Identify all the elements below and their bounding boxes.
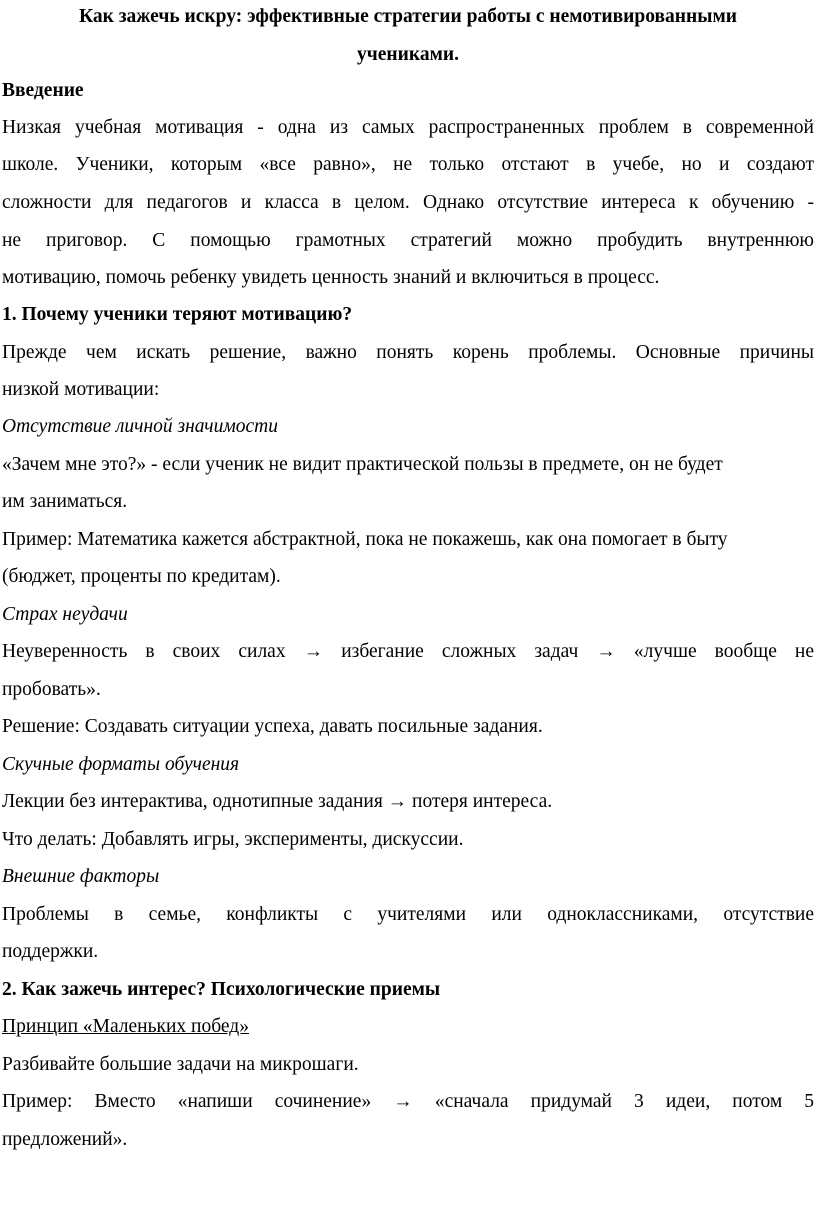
cause-1-example-line: Пример: Математика кажется абстрактной, пока не покажешь, как она помогает в быту (2, 529, 728, 550)
cause-2-text-line: пробовать». (2, 679, 101, 700)
cause-1-example-line: (бюджет, проценты по кредитам). (2, 566, 281, 587)
intro-paragraph-line: мотивацию, помочь ребенку увидеть ценность знаний и включиться в процесс. (2, 267, 660, 288)
intro-paragraph-line: сложности для педагогов и класса в целом. Однако отсутствие интереса к обучению - (2, 192, 814, 213)
principle-1-example-line: предложений». (2, 1129, 128, 1150)
cause-3-text: Лекции без интерактива, однотипные задания → потеря интереса. (2, 791, 553, 812)
cause-1-text-line: «Зачем мне это?» - если ученик не видит практической пользы в предмете, он не будет (2, 454, 723, 475)
section-2-heading: 2. Как зажечь интерес? Психологические приемы (2, 979, 441, 1000)
cause-2-text-line: Неуверенность в своих силах → избегание сложных задач → «лучше вообще не (2, 641, 814, 662)
section-1-intro-line: низкой мотивации: (2, 379, 160, 400)
cause-1-text-line: им заниматься. (2, 491, 128, 512)
cause-4-text-line: Проблемы в семье, конфликты с учителями или одноклассниками, отсутствие (2, 904, 814, 925)
cause-1-title: Отсутствие личной значимости (2, 416, 279, 437)
cause-4-text-line: поддержки. (2, 941, 99, 962)
section-1-intro-line: Прежде чем искать решение, важно понять корень проблемы. Основные причины (2, 342, 814, 363)
section-1-heading: 1. Почему ученики теряют мотивацию? (2, 304, 353, 325)
principle-1-title: Принцип «Маленьких побед» (2, 1016, 249, 1037)
intro-paragraph-line: не приговор. С помощью грамотных стратегий можно пробудить внутреннюю (2, 230, 814, 251)
document-title-line-1: Как зажечь искру: эффективные стратегии работы с немотивированными (78, 6, 738, 27)
document-title-line-2: учениками. (357, 44, 459, 65)
cause-2-title: Страх неудачи (2, 604, 128, 625)
cause-4-title: Внешние факторы (2, 866, 160, 887)
principle-1-text: Разбивайте большие задачи на микрошаги. (2, 1054, 359, 1075)
intro-heading: Введение (2, 80, 84, 101)
intro-paragraph-line: школе. Ученики, которым «все равно», не только отстают в учебе, но и создают (2, 154, 814, 175)
cause-2-solution: Решение: Создавать ситуации успеха, давать посильные задания. (2, 716, 543, 737)
intro-paragraph-line: Низкая учебная мотивация - одна из самых распространенных проблем в современной (2, 117, 814, 138)
cause-3-action: Что делать: Добавлять игры, эксперименты, дискуссии. (2, 829, 464, 850)
principle-1-example-line: Пример: Вместо «напиши сочинение» → «сначала придумай 3 идеи, потом 5 (2, 1091, 814, 1112)
cause-3-title: Скучные форматы обучения (2, 754, 240, 775)
